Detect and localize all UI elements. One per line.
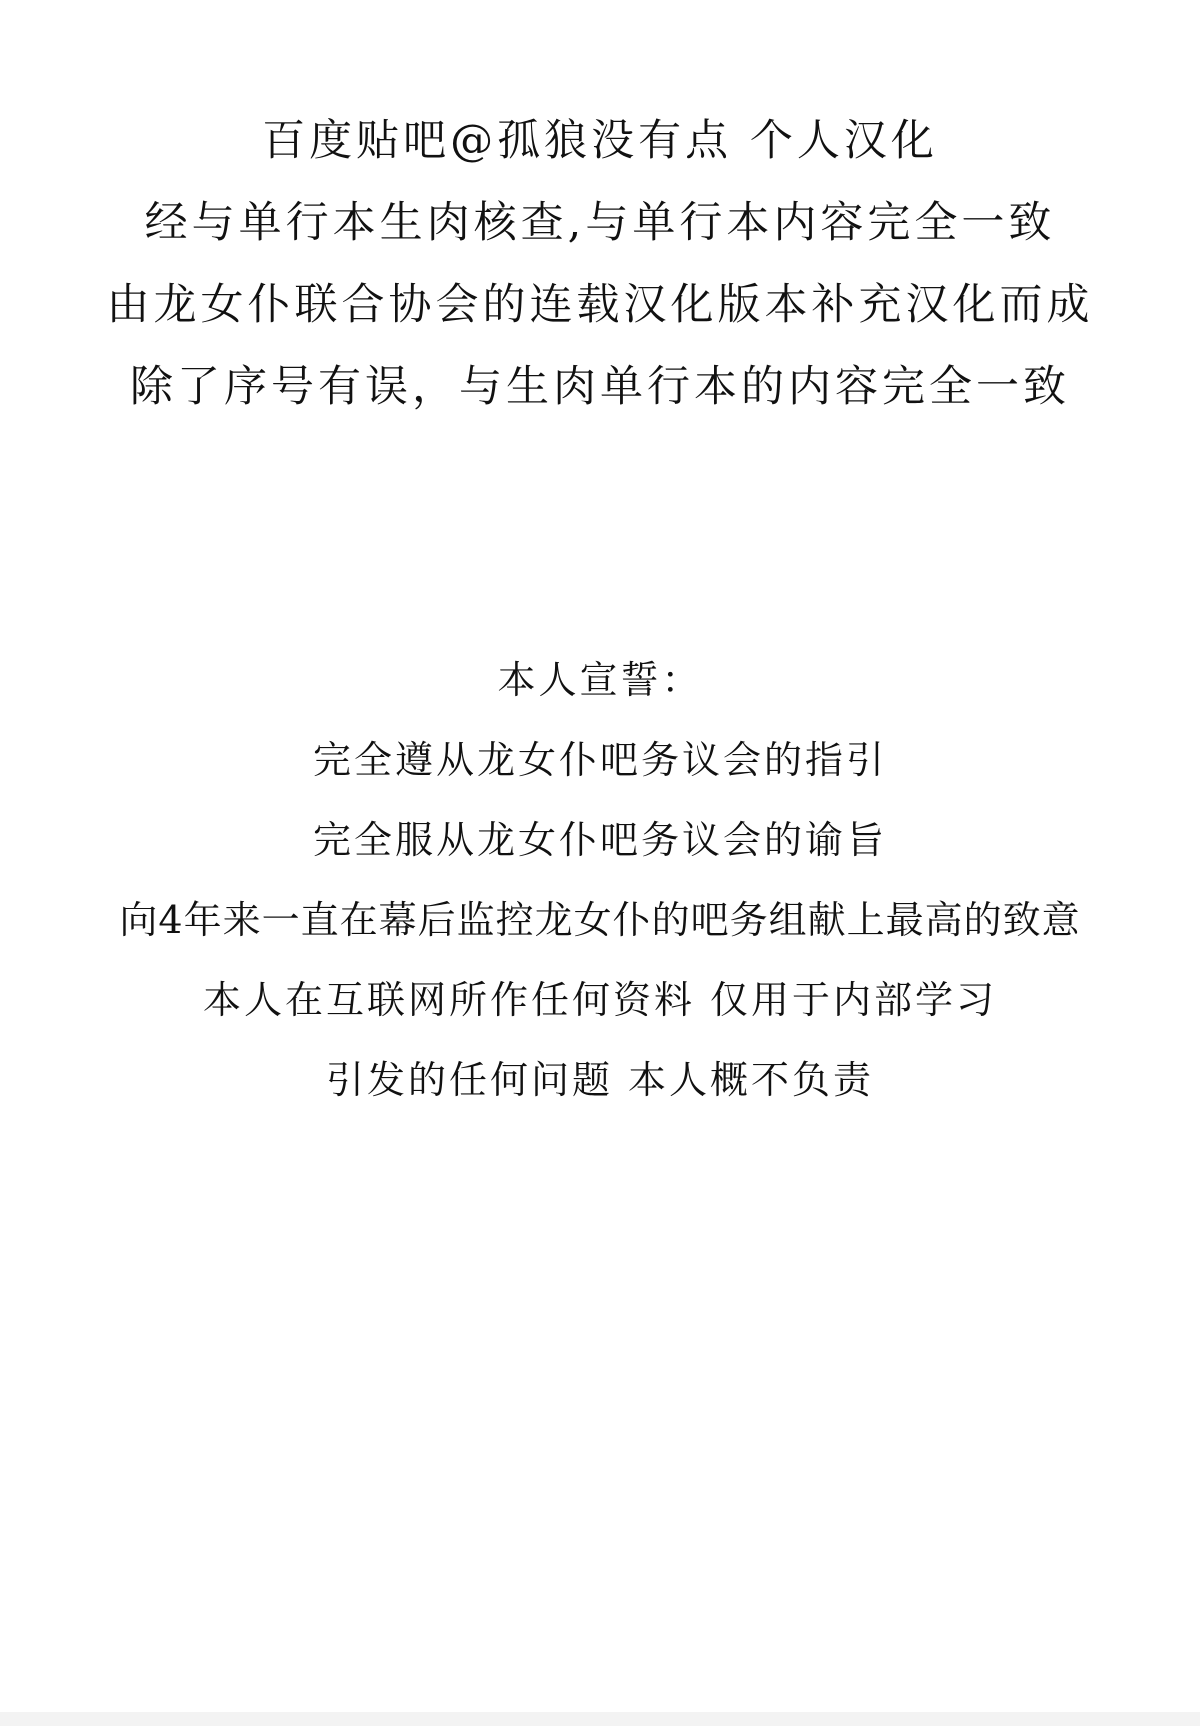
oath-line-3: 向4年来一直在幕后监控龙女仆的吧务组献上最高的致意 xyxy=(119,898,1081,942)
oath-line-4: 本人在互联网所作任何资料 仅用于内部学习 xyxy=(202,978,998,1022)
oath-line-5: 引发的任何问题 本人概不负责 xyxy=(325,1058,875,1102)
credit-line-verification: 经与单行本生肉核查,与单行本内容完全一致 xyxy=(144,198,1056,248)
oath-title: 本人宣誓： xyxy=(497,658,703,702)
credit-line-translator: 百度贴吧@孤狼没有点 个人汉化 xyxy=(262,116,938,166)
oath-line-2: 完全服从龙女仆吧务议会的谕旨 xyxy=(312,818,887,862)
credit-line-source: 由龙女仆联合协会的连载汉化版本补充汉化而成 xyxy=(106,280,1094,330)
translator-credits xyxy=(0,100,1200,428)
oath-line-1: 完全遵从龙女仆吧务议会的指引 xyxy=(312,738,887,782)
credit-line-note: 除了序号有误，与生肉单行本的内容完全一致 xyxy=(130,362,1070,412)
oath-section xyxy=(0,640,1200,1120)
